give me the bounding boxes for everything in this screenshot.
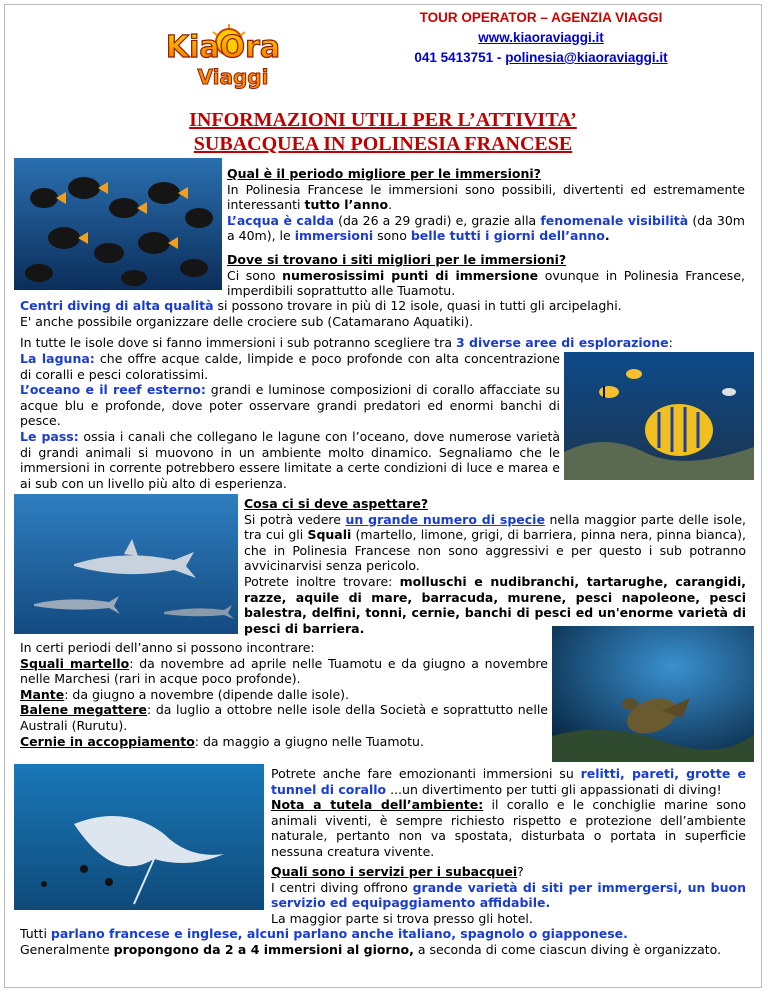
- title-line-2: SUBACQUEA IN POLINESIA FRANCESE: [193, 133, 573, 155]
- section-areas: La laguna: che offre acque calde, limpide e poco profonde con alta concentrazione di coralli e pesci coloratissimi. L’oceano e il reef esterno: grandi e luminose composizioni di corallo affacciate su acque blu e profonde, dove poter osservare grandi predatori ed enormi banchi di pesce. Le pass: ossia i canali che collegano le lagune con l’oceano, dove numerose varietà di grandi animali si muovono in un ambiente molto dinamico. Segnaliamo che le immersioni in corrente potrebbero essere limitate a certe condizioni di luce e marea e ai sub con un livello più alto di esperienza.: [20, 351, 561, 491]
- fish-school-image: [14, 158, 222, 290]
- agency-tagline: TOUR OPERATOR – AGENZIA VIAGGI: [419, 10, 663, 25]
- kiaora-logo: [133, 22, 313, 92]
- section-areas-intro: In tutte le isole dove si fanno immersioni i sub potranno scegliere tra 3 diverse aree di esplorazione:: [20, 335, 673, 350]
- page-title: [130, 108, 636, 156]
- shark-image: [14, 494, 238, 634]
- section-diver-services: Quali sono i servizi per i subacquei? I centri diving offrono grande varietà di siti per immergersi, un buon servizio ed equipaggiamento affidabile. La maggior parte si trova presso gli hotel.: [271, 864, 747, 926]
- reef-fish-image: [564, 352, 754, 480]
- agency-header: [376, 8, 706, 68]
- sea-turtle-image: [552, 626, 754, 762]
- logo-kiaora-text: KiaOra: [165, 30, 281, 65]
- question-best-sites: Dove si trovano i siti migliori per le immersioni?: [227, 252, 567, 267]
- section-best-sites-continued: Centri diving di alta qualità si possono trovare in più di 12 isole, quasi in tutti gli arcipelaghi. E' anche possibile organizzare delle crociere sub (Catamarano Aquatiki).: [20, 298, 622, 329]
- question-best-period: Qual è il periodo migliore per le immersioni?: [227, 166, 541, 181]
- section-wrecks-and-environment: Potrete anche fare emozionanti immersioni su relitti, pareti, grotte e tunnel di corallo ...un divertimento per tutti gli appassionati di diving! Nota a tutela dell’ambiente: il corallo e le conchiglie marine sono animali viventi, è sempre richiesto rispetto e protezione dell’ambiente naturale, pertanto non va spostata, disturbata o portata in superficie nessuna creatura vivente.: [271, 766, 746, 859]
- email-link[interactable]: polinesia@kiaoraviaggi.it: [505, 50, 668, 65]
- section-diver-services-continued: Tutti parlano francese e inglese, alcuni parlano anche italiano, spagnolo o giapponese. Generalmente propongono da 2 a 4 immersioni al giorno, a seconda di come ciascun diving è organizzato.: [20, 926, 722, 957]
- manta-ray-image: [14, 764, 264, 910]
- question-diver-services: Quali sono i servizi per i subacquei: [271, 864, 518, 879]
- phone-number: 041 5413751 -: [414, 50, 506, 65]
- section-best-sites: Dove si trovano i siti migliori per le immersioni? Ci sono numerosissimi punti di immersione ovunque in Polinesia Francese, imperdibili soprattutto alle Tuamotu.: [227, 252, 745, 299]
- question-what-to-expect: Cosa ci si deve aspettare?: [244, 496, 429, 511]
- website-link[interactable]: www.kiaoraviaggi.it: [478, 30, 604, 45]
- logo-viaggi-text: Viaggi: [197, 65, 269, 89]
- section-seasonal-encounters: In certi periodi dell’anno si possono incontrare: Squali martello: da novembre ad aprile nelle Tuamotu e da giugno a novembre nelle Marchesi (rari in acque poco profonde). Mante: da giugno a novembre (dipende dalle isole). Balene megattere: da luglio a ottobre nelle isole della Società e soprattutto nelle Australi (Rurutu). Cernie in accoppiamento: da maggio a giugno nelle Tuamotu.: [20, 640, 548, 749]
- section-best-period: Qual è il periodo migliore per le immersioni? In Polinesia Francese le immersioni sono possibili, divertenti ed estremamente interessanti tutto l’anno. L’acqua è calda (da 26 a 29 gradi) e, grazie alla fenomenale visibilità (da 30m a 40m), le immersioni sono belle tutti i giorni dell’anno.: [227, 166, 745, 244]
- section-what-to-expect: Cosa ci si deve aspettare? Si potrà vedere un grande numero di specie nella maggior parte delle isole, tra cui gli Squali (martello, limone, grigi, di barriera, pinna nera, pinna bianca), che in Polinesia Francese non sono aggressivi e per questo i sub potranno avvicinarvisi senza pericolo. Potrete inoltre trovare: molluschi e nudibranchi, tartarughe, carangidi, razze, aquile di mare, barracuda, murene, pesci napoleone, pesci balestra, delfini, tonni, cernie, banchi di pesci ed un'enorme varietà di pesci di barriera.: [244, 496, 746, 636]
- title-line-1: INFORMAZIONI UTILI PER L’ATTIVITA’: [189, 109, 577, 131]
